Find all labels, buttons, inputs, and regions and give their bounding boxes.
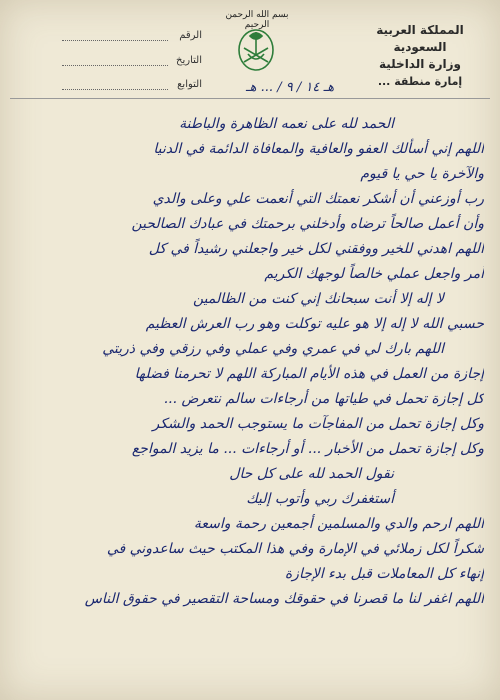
ministry-name: وزارة الداخلية (378, 57, 462, 71)
handwritten-line: اللهم اغفر لنا ما قصرنا في حقوقك ومساحة التقصير في حقوق الناس (84, 591, 484, 607)
handwritten-line: شكراً لكل زملائي في الإمارة وفي هذا المكتب حيث ساعدوني في (106, 541, 484, 557)
handwritten-line: اللهم اهدني للخير ووفقني لكل خير واجعلني رشيداً في كل (148, 241, 484, 257)
field-label: التوابع (177, 79, 202, 90)
ministry-header (350, 22, 490, 90)
handwritten-line: رب أوزعني أن أشكر نعمتك التي أنعمت علي وعلى والدي (152, 191, 484, 207)
handwritten-line: أمر واجعل عملي خالصاً لوجهك الكريم (264, 266, 484, 282)
basmala: بسم الله الرحمن الرحيم (225, 10, 289, 30)
dotted-line (62, 89, 168, 90)
handwritten-date: هـ ١٤ / ٩ / ... هـ (245, 80, 335, 95)
dotted-line (62, 40, 168, 41)
handwritten-line: اللهم بارك لي في عمري وفي عملي وفي رزقي وفي ذريتي (102, 341, 444, 357)
handwritten-body (14, 112, 484, 612)
handwritten-line: نقول الحمد لله على كل حال (229, 466, 394, 482)
handwritten-line: كل إجازة تحمل في طياتها من أرجاءات سالم نتعرض ... (163, 391, 484, 407)
handwritten-line: وكل إجازة تحمل من المفاجآت ما يستوجب الحمد والشكر (152, 416, 484, 432)
date-field (62, 55, 202, 69)
region-name: إمارة منطقة ... (377, 75, 463, 88)
handwritten-line: اللهم ارحم والدي والمسلمين أجمعين رحمة واسعة (193, 516, 484, 532)
saudi-emblem-icon (236, 28, 276, 72)
handwritten-line: وكل إجازة تحمل من الأخبار ... أو أرجاءات ... ما يزيد المواجع (131, 441, 484, 457)
handwritten-line: وأن أعمل صالحاً ترضاه وأدخلني برحمتك في عبادك الصالحين (131, 216, 484, 232)
handwritten-line: حسبي الله لا إله إلا هو عليه توكلت وهو رب العرش العظيم (145, 316, 484, 332)
handwritten-line: لا إله إلا أنت سبحانك إني كنت من الظالمين (192, 291, 444, 307)
attachments-field (62, 79, 202, 93)
handwritten-line: أستغفرك ربي وأتوب إليك (246, 491, 394, 507)
handwritten-line: والآخرة يا حي يا قيوم (360, 166, 484, 182)
dotted-line (62, 65, 168, 66)
header-divider (10, 98, 490, 99)
country-name: المملكة العربية السعودية (376, 23, 464, 54)
field-label: الرقم (179, 30, 202, 41)
field-label: التاريخ (176, 55, 202, 66)
handwritten-line: إنهاء كل المعاملات قبل بدء الإجازة (284, 566, 484, 582)
handwritten-line: الحمد لله على نعمه الظاهرة والباطنة (179, 116, 394, 132)
reference-number-field (62, 30, 202, 44)
handwritten-line: اللهم إني أسألك العفو والعافية والمعافاة الدائمة في الدنيا (153, 141, 484, 157)
handwritten-line: إجازة من العمل في هذه الأيام المباركة اللهم لا تحرمنا فضلها (134, 366, 484, 382)
